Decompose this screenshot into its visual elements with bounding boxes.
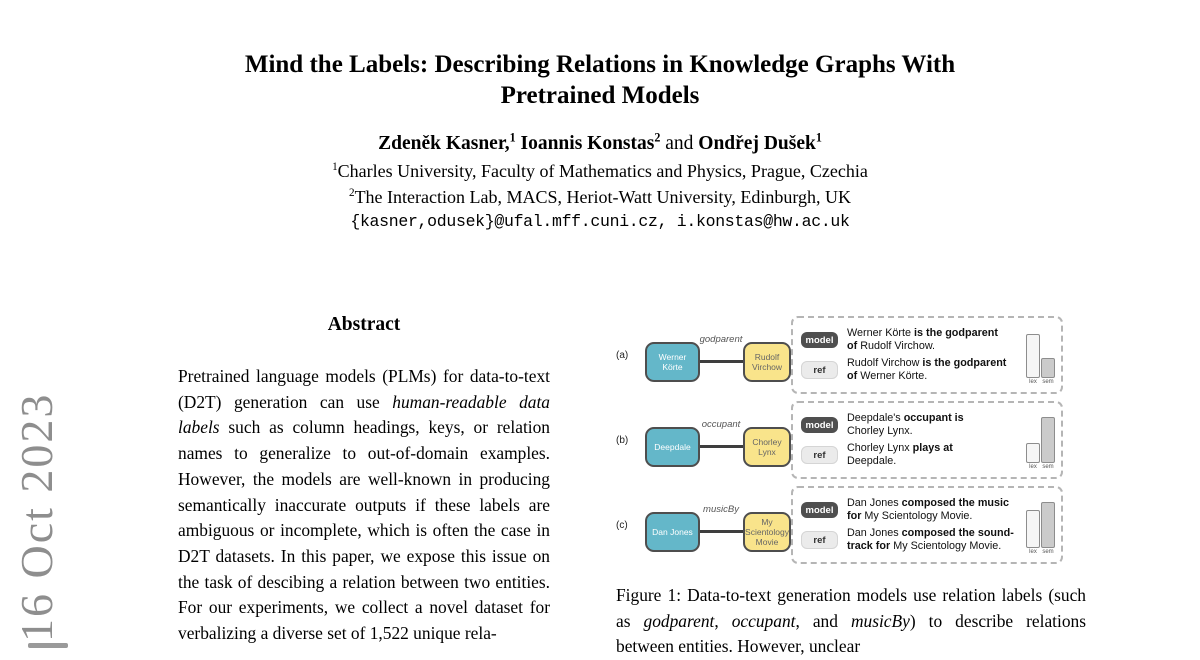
relation-edge xyxy=(698,445,745,448)
lex-bar-label: lex xyxy=(1029,549,1037,555)
figure-row-label: (b) xyxy=(616,434,629,446)
ref-badge: ref xyxy=(801,446,838,464)
metric-bars xyxy=(1026,502,1055,555)
ref-output-text: Dan Jones composed the sound- track for My Scientology Movie. xyxy=(847,527,1014,552)
ref-badge: ref xyxy=(801,531,838,549)
abstract-heading: Abstract xyxy=(327,314,401,335)
lex-bar xyxy=(1026,334,1040,378)
paper-title-line-2: Pretrained Models xyxy=(500,82,700,109)
sem-bar xyxy=(1041,502,1055,548)
sem-bar xyxy=(1041,417,1055,463)
object-node: Chorley Lynx xyxy=(743,427,791,467)
relation-label: godparent xyxy=(699,334,743,345)
affiliation-2: $^2$The Interaction Lab, MACS, Heriot-Watt University, Edinburgh, UK xyxy=(348,187,852,207)
sem-bar-label: sem xyxy=(1042,464,1054,470)
paper-title xyxy=(0,49,1200,111)
kg-graph xyxy=(633,316,791,394)
kg-graph xyxy=(633,401,791,479)
ref-badge: ref xyxy=(801,361,838,379)
lex-bar xyxy=(1026,510,1040,548)
kg-graph xyxy=(633,486,791,564)
abstract-text: Pretrained language models (PLMs) for data-to-text (D2T) generation can use human-readable data labels such as column headings, keys, or relation names to generalize to out-of-domain examples. However, the models are well-known in producing semantically inaccurate outputs if these labels are ambiguous or incomplete, which is often the case in D2T datasets. In this paper, we expose this issue on the task of descibing a relation between two entities. For our experiments, we collect a novel dataset for verbalizing a diverse set of 1,522 unique rela- xyxy=(178,366,550,644)
model-badge: model xyxy=(801,332,838,348)
subject-node: Deepdale xyxy=(645,427,700,467)
model-output-text: Deepdale's occupant is Chorley Lynx. xyxy=(847,412,964,437)
outputs-box xyxy=(791,316,1063,394)
figure-caption: Figure 1: Data-to-text generation models use relation labels (such as godparent, occupant, and musicBy) to describe relations between entities. However, unclear xyxy=(616,585,1087,656)
model-output-row xyxy=(801,327,1017,353)
subject-node: Werner Körte xyxy=(645,342,700,382)
lex-bar-column xyxy=(1026,510,1040,555)
subject-node: Dan Jones xyxy=(645,512,700,552)
model-output-text: Dan Jones composed the music for My Scientology Movie. xyxy=(847,497,1010,522)
object-node: My Scientology Movie xyxy=(743,512,791,552)
lex-bar-label: lex xyxy=(1029,464,1037,470)
figure-row-b xyxy=(616,401,1086,479)
relation-edge xyxy=(698,360,745,363)
lex-bar-column xyxy=(1026,443,1040,470)
outputs-box xyxy=(791,401,1063,479)
sem-bar-column xyxy=(1041,417,1055,470)
paper-title-line-1: Mind the Labels: Describing Relations in Knowledge Graphs With xyxy=(244,51,956,78)
metric-bars xyxy=(1026,334,1055,385)
lex-bar-label: lex xyxy=(1029,379,1037,385)
model-output-text: Werner Körte is the godparent of Rudolf Virchow. xyxy=(847,327,998,352)
author-emails: {kasner,odusek}@ufal.mff.cuni.cz, i.konstas@hw.ac.uk xyxy=(350,212,850,231)
ref-output-row xyxy=(801,527,1017,553)
ref-output-text: Rudolf Virchow is the godparent of Werner Körte. xyxy=(847,357,1007,382)
figure-row-a xyxy=(616,316,1086,394)
arxiv-date-stamp: 16 Oct 2023 xyxy=(11,392,62,642)
model-output-row xyxy=(801,412,1017,438)
model-badge: model xyxy=(801,417,838,433)
ref-output-row xyxy=(801,357,1017,383)
sem-bar-column xyxy=(1041,358,1055,385)
lex-bar-column xyxy=(1026,334,1040,385)
affiliation-1: $^1$Charles University, Faculty of Mathematics and Physics, Prague, Czechia xyxy=(332,161,868,181)
object-node: Rudolf Virchow xyxy=(743,342,791,382)
authors-line: Zdeněk Kasner,$^1$ Ioannis Konstas$^2$ and Ondřej Dušek$^1$ xyxy=(378,130,822,154)
model-output-row xyxy=(801,497,1017,523)
sem-bar-label: sem xyxy=(1042,549,1054,555)
figure-row-label: (c) xyxy=(616,519,628,531)
figure-row-label: (a) xyxy=(616,349,629,361)
metric-bars xyxy=(1026,417,1055,470)
relation-edge xyxy=(698,530,745,533)
sem-bar xyxy=(1041,358,1055,378)
outputs-box xyxy=(791,486,1063,564)
figure-1 xyxy=(616,316,1086,571)
sem-bar-label: sem xyxy=(1042,379,1054,385)
ref-output-row xyxy=(801,442,1017,468)
relation-label: musicBy xyxy=(703,504,739,515)
sem-bar-column xyxy=(1041,502,1055,555)
model-badge: model xyxy=(801,502,838,518)
figure-row-c xyxy=(616,486,1086,564)
ref-output-text: Chorley Lynx plays at Deepdale. xyxy=(847,442,953,467)
lex-bar xyxy=(1026,443,1040,463)
arxiv-stamp-fragment xyxy=(28,643,68,648)
relation-label: occupant xyxy=(701,419,741,430)
